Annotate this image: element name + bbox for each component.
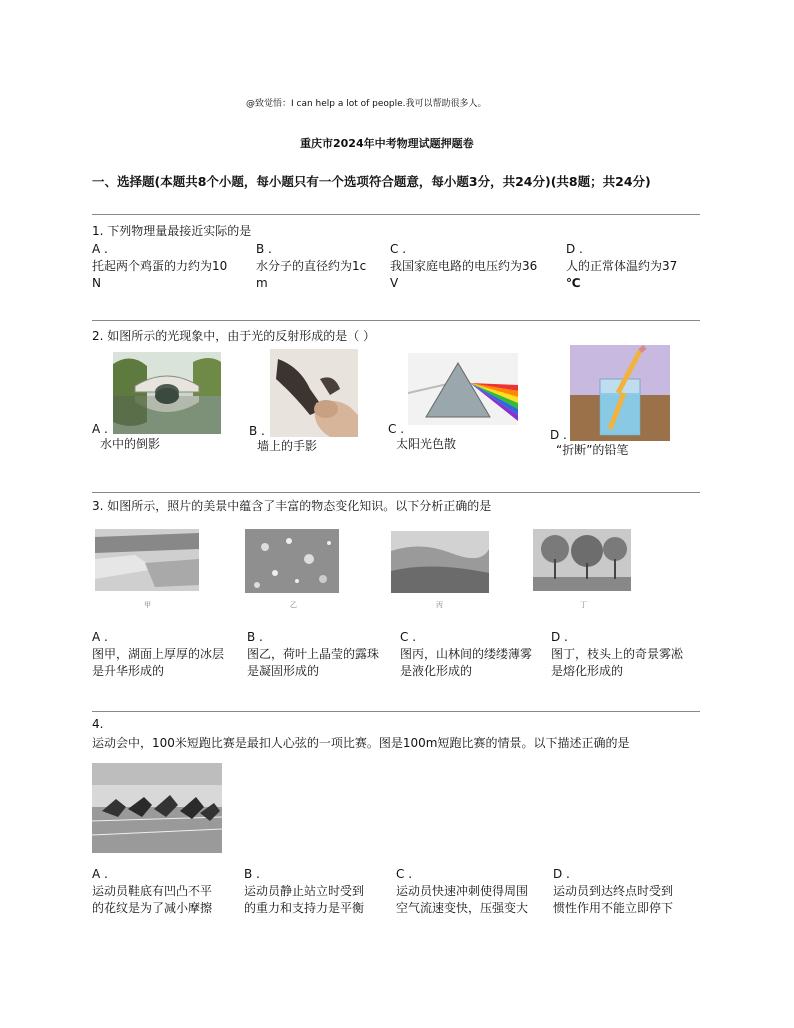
q1-option-b[interactable] (256, 242, 386, 292)
q4-option-b[interactable] (244, 867, 394, 917)
section-heading: 一、选择题(本题共8个小题，每小题只有一个选项符合题意，每小题3分，共24分)(共8题；共24分) (92, 174, 651, 189)
option-text: 运动员到达终点时受到 (553, 884, 674, 898)
question-1-stem: 1. 下列物理量最接近实际的是 (92, 224, 252, 238)
photo-label: 甲 (144, 601, 151, 609)
photo-label: 丁 (580, 601, 587, 609)
question-4-number: 4. (92, 717, 104, 731)
photo-label: 乙 (290, 601, 297, 609)
q2-option-d[interactable] (550, 428, 628, 459)
divider (92, 711, 700, 712)
option-text: 水分子的直径约为1c (256, 259, 367, 273)
header-note: @致觉悟：I can help a lot of people.我可以帮助很多人。 (246, 99, 487, 109)
question-4-stem: 运动会中，100米短跑比赛是最扣人心弦的一项比赛。图是100m短跑比赛的情景。以下描述正确的是 (92, 736, 630, 750)
pencil-in-glass-image (570, 345, 670, 441)
option-letter: A . (92, 630, 108, 644)
q3-option-a[interactable] (92, 630, 242, 680)
option-letter: B . (244, 867, 260, 881)
option-letter: D . (551, 630, 568, 644)
option-text: 是液化形成的 (400, 664, 473, 678)
option-text: 是升华形成的 (92, 664, 165, 678)
option-text: 的重力和支持力是平衡 (244, 901, 365, 915)
option-text: 人的正常体温约为37 (566, 259, 678, 273)
q3-option-b[interactable] (247, 630, 397, 680)
option-text: 的花纹是为了减小摩擦 (92, 901, 213, 915)
photo-label: 丙 (436, 601, 443, 609)
option-text: 托起两个鸡蛋的力约为10 (92, 259, 228, 273)
divider (92, 320, 700, 321)
option-text: ℃ (566, 276, 581, 290)
rime-trees-photo (533, 529, 631, 591)
option-text: 空气流速变快，压强变大 (396, 901, 529, 915)
option-letter: A . (92, 242, 108, 256)
option-letter: B . (247, 630, 263, 644)
option-text: m (256, 276, 268, 290)
question-2-stem: 2. 如图所示的光现象中，由于光的反射形成的是（ ） (92, 329, 376, 343)
dew-on-leaf-photo (245, 529, 339, 593)
option-text: 图丁，枝头上的奇景雾凇 (551, 647, 684, 661)
divider (92, 492, 700, 493)
misty-forest-photo (391, 531, 489, 593)
q1-option-d[interactable] (566, 242, 700, 292)
question-3-stem: 3. 如图所示，照片的美景中蕴含了丰富的物态变化知识。以下分析正确的是 (92, 499, 492, 513)
q4-option-d[interactable] (553, 867, 703, 917)
option-text: V (390, 276, 399, 290)
option-text: 惯性作用不能立即停下 (553, 901, 674, 915)
option-letter: D . (553, 867, 570, 881)
option-text: 运动员快速冲刺使得周围 (396, 884, 529, 898)
option-letter: D . (566, 242, 583, 256)
option-text: 图丙，山林间的缕缕薄雾 (400, 647, 533, 661)
option-letter: B . (249, 424, 265, 438)
divider (92, 214, 700, 215)
q2-option-c[interactable] (388, 422, 456, 453)
ice-lake-photo (95, 529, 199, 591)
option-letter: C . (396, 867, 413, 881)
option-text: 是凝固形成的 (247, 664, 320, 678)
q1-option-c[interactable] (390, 242, 562, 292)
option-caption: 太阳光色散 (396, 437, 457, 451)
q2-option-a[interactable] (92, 422, 160, 453)
q2-option-b[interactable] (249, 424, 317, 455)
option-letter: C . (388, 422, 405, 436)
q4-option-a[interactable] (92, 867, 242, 917)
option-letter: A . (92, 422, 108, 436)
sprint-race-photo (92, 763, 222, 853)
option-caption: “折断”的铅笔 (556, 443, 629, 457)
option-letter: B . (256, 242, 272, 256)
option-letter: A . (92, 867, 108, 881)
q1-option-a[interactable] (92, 242, 252, 292)
option-text: N (92, 276, 101, 290)
option-text: 我国家庭电路的电压约为36 (390, 259, 538, 273)
q3-option-d[interactable] (551, 630, 701, 680)
option-caption: 墙上的手影 (257, 439, 318, 453)
page-title: 重庆市2024年中考物理试题押题卷 (300, 137, 474, 150)
option-letter: C . (390, 242, 407, 256)
prism-image (408, 353, 518, 425)
option-text: 运动员鞋底有凹凸不平 (92, 884, 213, 898)
option-caption: 水中的倒影 (100, 437, 161, 451)
q4-option-c[interactable] (396, 867, 552, 917)
option-letter: C . (400, 630, 417, 644)
option-letter: D . (550, 428, 567, 442)
option-text: 运动员静止站立时受到 (244, 884, 365, 898)
option-text: 图乙，荷叶上晶莹的露珠 (247, 647, 380, 661)
option-text: 图甲，湖面上厚厚的冰层 (92, 647, 225, 661)
option-text: 是熔化形成的 (551, 664, 624, 678)
q3-option-c[interactable] (400, 630, 550, 680)
